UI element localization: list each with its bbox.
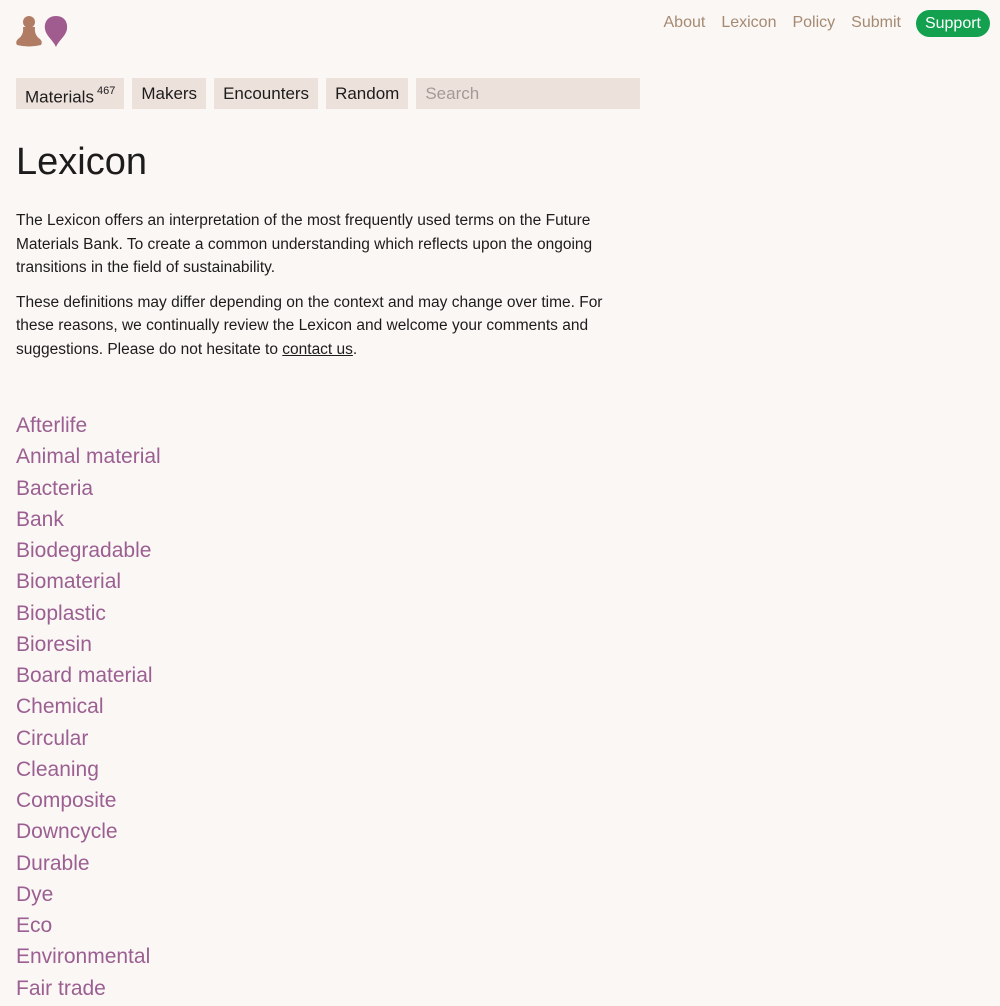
list-item xyxy=(16,598,161,629)
term-link-board-material[interactable]: Board material xyxy=(16,664,153,687)
nav-submit-link[interactable]: Submit xyxy=(851,14,901,31)
term-link-biomaterial[interactable]: Biomaterial xyxy=(16,570,122,594)
term-link-animal-material[interactable]: Animal material xyxy=(16,445,161,469)
list-item xyxy=(16,410,161,441)
tab-random[interactable]: Random xyxy=(326,78,408,109)
materials-count-badge: 467 xyxy=(96,85,116,97)
term-link-bacteria[interactable]: Bacteria xyxy=(16,476,94,500)
list-item xyxy=(16,629,161,660)
nav-lexicon-link[interactable]: Lexicon xyxy=(721,14,777,31)
term-link-chemical[interactable]: Chemical xyxy=(16,695,104,719)
term-link-bioplastic[interactable]: Bioplastic xyxy=(16,601,106,625)
list-item xyxy=(16,910,161,941)
list-item xyxy=(16,879,161,910)
tab-materials[interactable] xyxy=(16,78,124,109)
term-link-eco[interactable]: Eco xyxy=(16,914,53,937)
term-link-cleaning[interactable]: Cleaning xyxy=(16,757,99,781)
term-link-environmental[interactable]: Environmental xyxy=(16,945,151,969)
list-item xyxy=(16,848,161,879)
list-item xyxy=(16,566,161,597)
figure-and-pin-logo-icon[interactable] xyxy=(15,14,71,48)
figure-body-icon xyxy=(16,27,42,47)
nav-policy-link[interactable]: Policy xyxy=(792,14,836,31)
intro-paragraph-2-end: . xyxy=(352,340,358,358)
list-item xyxy=(16,941,161,972)
lexicon-term-list xyxy=(16,410,161,1004)
term-link-circular[interactable]: Circular xyxy=(16,726,89,750)
list-item xyxy=(16,441,161,472)
term-link-durable[interactable]: Durable xyxy=(16,851,90,875)
list-item xyxy=(16,816,161,847)
list-item xyxy=(16,785,161,816)
term-link-biodegradable[interactable]: Biodegradable xyxy=(16,539,152,562)
term-link-bank[interactable]: Bank xyxy=(16,507,64,531)
list-item xyxy=(16,691,161,722)
list-item xyxy=(16,473,161,504)
nav-about-link[interactable]: About xyxy=(663,14,706,31)
term-link-bioresin[interactable]: Bioresin xyxy=(16,632,92,656)
category-tabs xyxy=(16,78,640,109)
list-item xyxy=(16,973,161,1004)
term-link-afterlife[interactable]: Afterlife xyxy=(16,414,88,437)
page-title: Lexicon xyxy=(16,141,147,183)
intro-paragraph-2 xyxy=(16,291,626,362)
term-link-downcycle[interactable]: Downcycle xyxy=(16,820,118,844)
term-link-dye[interactable]: Dye xyxy=(16,882,54,906)
tab-materials-label: Materials xyxy=(25,87,94,107)
list-item xyxy=(16,535,161,566)
intro-text xyxy=(16,209,626,372)
list-item xyxy=(16,723,161,754)
intro-paragraph-2-text: These definitions may differ depending on the context and may change over time. For these reasons, we continually review the Lexicon and welcome your comments and suggestions. Please do not hesitate to xyxy=(16,293,603,358)
figure-head-icon xyxy=(23,16,35,28)
list-item xyxy=(16,754,161,785)
list-item xyxy=(16,660,161,691)
top-navigation xyxy=(648,9,991,37)
term-link-composite[interactable]: Composite xyxy=(16,789,117,812)
contact-us-link[interactable]: contact us xyxy=(282,340,353,358)
term-link-fair-trade[interactable]: Fair trade xyxy=(16,976,106,1000)
tab-makers[interactable]: Makers xyxy=(132,78,206,109)
map-pin-icon xyxy=(45,16,67,47)
support-button[interactable]: Support xyxy=(916,10,990,37)
search-input[interactable] xyxy=(416,78,640,109)
list-item xyxy=(16,504,161,535)
tab-encounters[interactable]: Encounters xyxy=(214,78,318,109)
intro-paragraph-1: The Lexicon offers an interpretation of the most frequently used terms on the Future Materials Bank. To create a common understanding which reflects upon the ongoing transitions in the field of sustainability. xyxy=(16,212,593,276)
